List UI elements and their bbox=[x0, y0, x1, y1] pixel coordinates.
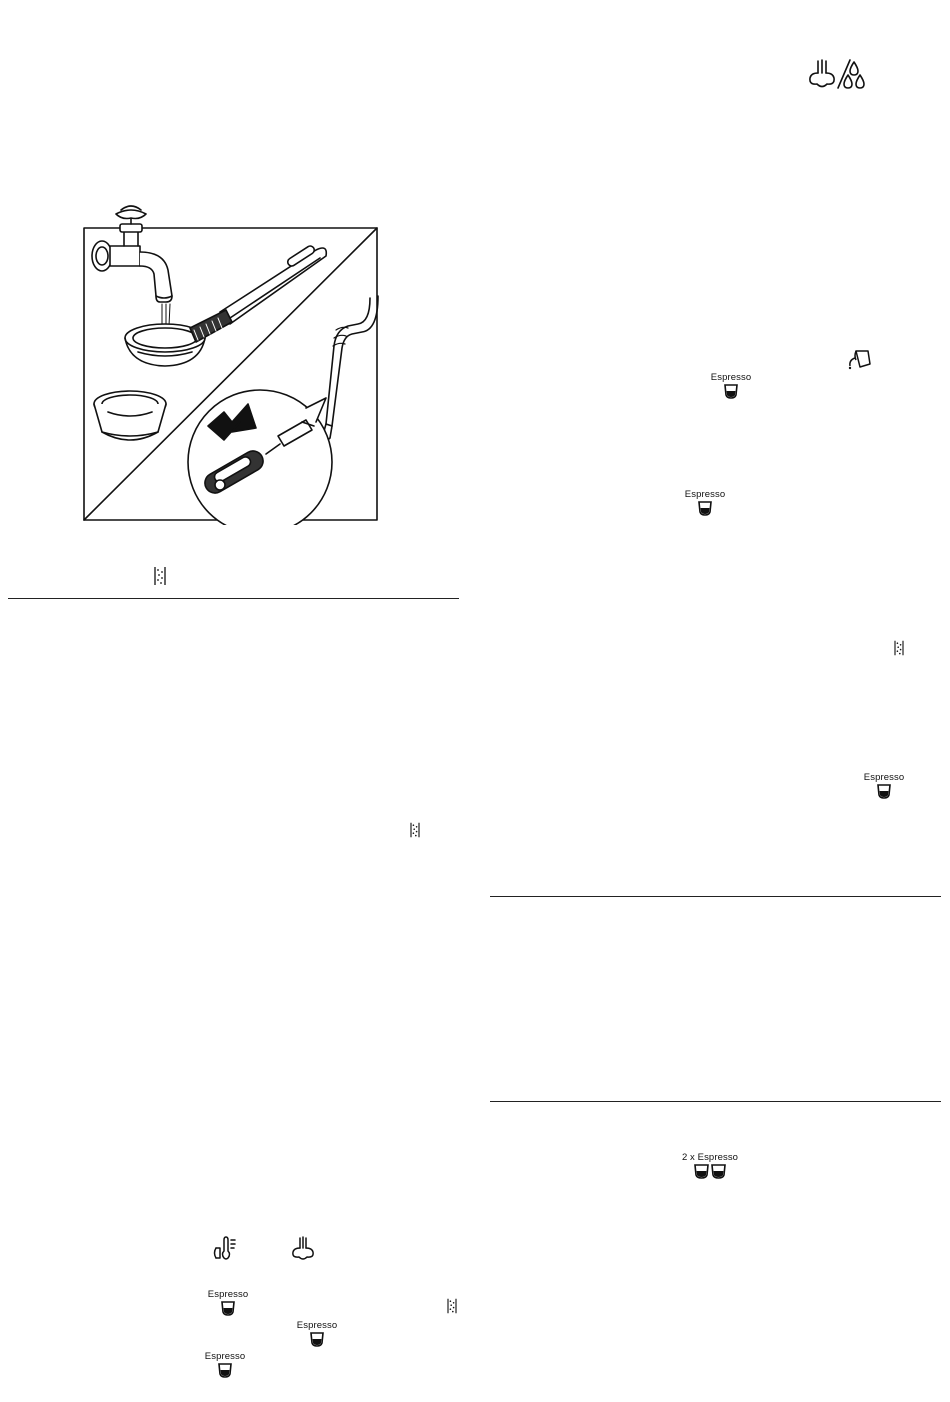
espresso-cup-icon bbox=[876, 783, 892, 800]
espresso-cup-icon bbox=[723, 383, 739, 400]
cleaning-accessories-illustration bbox=[80, 200, 382, 525]
cleaning-brush-icon bbox=[190, 244, 326, 342]
espresso-label: Espresso bbox=[684, 489, 726, 500]
section-divider bbox=[490, 1101, 941, 1102]
espresso-button[interactable] bbox=[681, 489, 729, 517]
espresso-cup-icon bbox=[309, 1331, 325, 1348]
steam-wand-icon bbox=[322, 296, 378, 440]
espresso-button[interactable] bbox=[707, 372, 755, 400]
espresso-button[interactable] bbox=[201, 1351, 249, 1379]
double-espresso-button[interactable] bbox=[674, 1152, 746, 1180]
temperature-icon bbox=[211, 1236, 237, 1262]
espresso-cup-icon bbox=[697, 500, 713, 517]
steam-icon bbox=[290, 1236, 316, 1262]
clean-indicator-icon bbox=[153, 566, 167, 586]
clean-indicator-icon bbox=[893, 640, 905, 656]
tap-icon bbox=[92, 206, 172, 332]
section-divider bbox=[8, 598, 459, 599]
section-divider bbox=[490, 896, 941, 897]
espresso-label: Espresso bbox=[207, 1289, 249, 1300]
double-espresso-cup-icon bbox=[693, 1163, 727, 1180]
espresso-label: Espresso bbox=[710, 372, 752, 383]
espresso-button[interactable] bbox=[293, 1320, 341, 1348]
espresso-label: Espresso bbox=[863, 772, 905, 783]
double-espresso-label: 2 x Espresso bbox=[681, 1152, 739, 1163]
espresso-button[interactable] bbox=[860, 772, 908, 800]
steam-water-icon bbox=[808, 58, 868, 92]
espresso-cup-icon bbox=[220, 1300, 236, 1317]
espresso-label: Espresso bbox=[204, 1351, 246, 1362]
espresso-button[interactable] bbox=[204, 1289, 252, 1317]
espresso-cup-icon bbox=[217, 1362, 233, 1379]
descale-icon bbox=[846, 348, 872, 370]
clean-indicator-icon bbox=[409, 822, 421, 838]
clean-indicator-icon bbox=[446, 1298, 458, 1314]
espresso-label: Espresso bbox=[296, 1320, 338, 1331]
